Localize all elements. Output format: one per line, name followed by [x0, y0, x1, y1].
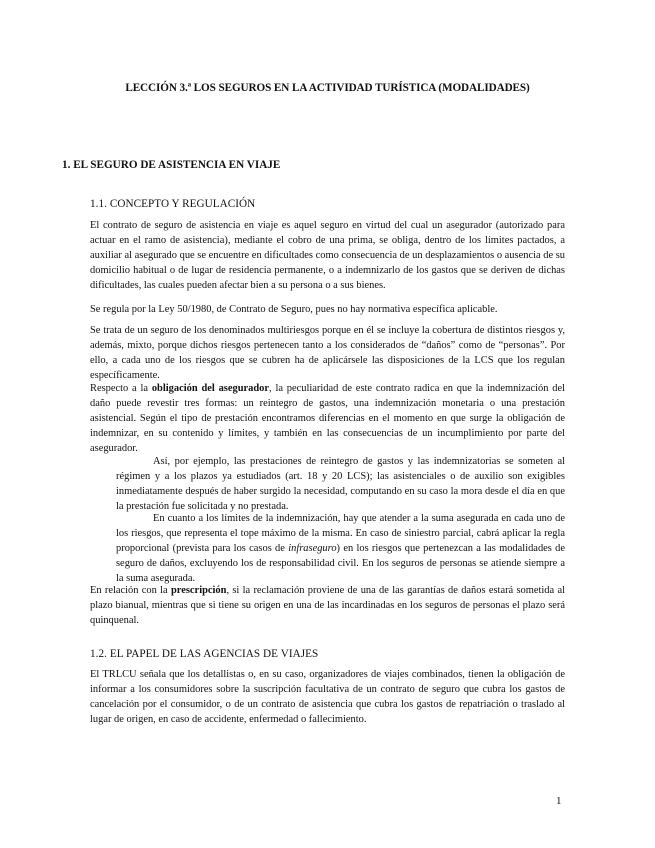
text-run: Respecto a la — [90, 383, 152, 394]
paragraph-multirisk: Se trata de un seguro de los denominados multiriesgos porque en él se incluye la cobertura de distintos riesgos y, además, mixto, porque dichos riesgos pertenecen tanto a los considerados de “daños” como de “personas”. Por ello, a cada uno de los riesgos que se cubren ha de aplicársele las disposiciones de la LCS que los regulan específicamente. — [90, 325, 565, 382]
text-run: En cuanto a los límites de la indemnización, hay que atender a la suma asegurada en cada uno de los riesgos, que representa el tope máximo de la misma. En caso de siniestro parcial, cabrá aplicar la regla proporcional (prevista para los casos de — [116, 513, 565, 555]
bold-term-prescripcion: prescripción — [170, 585, 227, 596]
subsection-heading-agencias: 1.2. EL PAPEL DE LAS AGENCIAS DE VIAJES — [90, 648, 319, 660]
text-run: , si la reclamación proviene de una de las garantías de daños estará sometida al plazo bianual, mientras que si tiene su origen en una de las incardinadas en los seguros de personas el plazo será quinquenal. — [90, 585, 565, 627]
text-run: ) en los riesgos que pertenezcan a las modalidades de seguro de daños, excluyendo los de responsabilidad civil. En los seguros de personas se atiende siempre a la suma asegurada. — [116, 543, 565, 585]
italic-term-infraseguro: infraseguro — [288, 543, 337, 555]
paragraph-insurer-obligation — [90, 381, 565, 456]
bold-term-obligacion: obligación del asegurador — [151, 383, 270, 394]
paragraph-definition: El contrato de seguro de asistencia en viaje es aquel seguro en virtud del cual un asegurador (autorizado para actuar en el ramo de asistencia), mediante el cobro de una prima, se obliga, dentro de los límites pactados, a auxiliar al asegurado que se encuentre en dificultades como consecuencia de un desplazamientos o ausencia de su domicilio habitual o de lugar de residencia permanente, o a indemnizarlo de los gastos que se deriven de dichas dificultades, las cuales pueden afectar bien a su persona o a sus bienes. — [90, 220, 565, 292]
text-run: En relación con la — [90, 585, 171, 596]
section-title: 1. EL SEGURO DE ASISTENCIA EN VIAJE — [62, 159, 281, 171]
paragraph-example-deadlines: Así, por ejemplo, las prestaciones de reintegro de gastos y las indemnizatorias se someten al régimen y a los plazos ya estudiados (art. 18 y 20 LCS); las asistenciales o de auxilio son exigibles inmediatamente después de haber surgido la necesidad, computando en su caso la mora desde el día en que la prestación fue solicitada y no prestada. — [116, 456, 565, 513]
lesson-title: LECCIÓN 3.ª LOS SEGUROS EN LA ACTIVIDAD TURÍSTICA (MODALIDADES) — [125, 82, 530, 94]
paragraph-prescription — [90, 583, 565, 628]
subsection-heading-concepto: 1.1. CONCEPTO Y REGULACIÓN — [90, 198, 256, 210]
page-number: 1 — [556, 795, 562, 807]
text-run: , la peculiaridad de este contrato radica en que la indemnización del daño puede revestir tres formas: un reintegro de gastos, una indemnización monetaria o una prestación asistencial. Según el tipo de prestación encontramos diferencias en el momento en que surge la obligación de indemnizar, en su contenido y límites, y también en las consecuencias de un incumplimiento por parte del asegurador. — [90, 383, 565, 455]
paragraph-regulation: Se regula por la Ley 50/1980, de Contrato de Seguro, pues no hay normativa específica aplicable. — [90, 304, 498, 315]
paragraph-agency-role: El TRLCU señala que los detallistas o, en su caso, organizadores de viajes combinados, tienen la obligación de informar a los consumidores sobre la suscripción facultativa de un contrato de seguro que cubra los gastos de cancelación por el consumidor, o de un contrato de asistencia que cubra los gastos de repatriación o traslado al lugar de origen, en caso de accidente, enfermedad o fallecimiento. — [90, 669, 565, 726]
paragraph-indemnity-limits — [116, 511, 565, 586]
